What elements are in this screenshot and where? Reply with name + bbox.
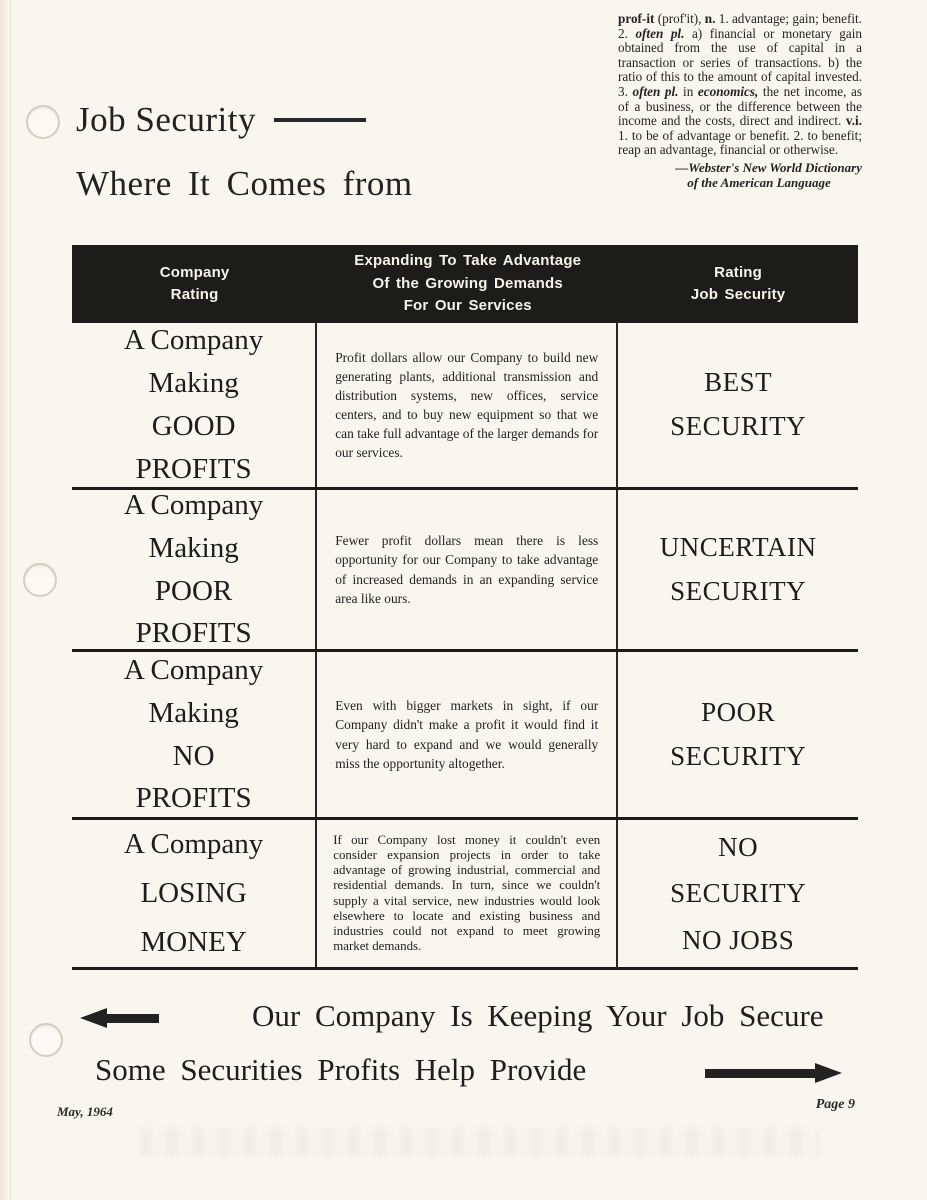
dictionary-attribution <box>618 160 862 190</box>
table-row <box>72 820 858 970</box>
attribution-line: of the American Language <box>687 174 831 190</box>
right-arrow-icon <box>705 1063 842 1083</box>
header-company-rating: Company Rating <box>159 263 230 303</box>
page-edge-shading <box>0 0 11 1200</box>
description-cell: Even with bigger markets in sight, if our Company didn't make a profit it would find it very hard to expand and we would generally miss the opportunity altogether. <box>317 652 618 817</box>
header-expanding: Expanding To Take Advantage Of the Growing Demands For Our Services <box>354 252 582 315</box>
title-line-2: Where It Comes from <box>76 164 413 203</box>
company-rating-cell: A Company Making GOOD PROFITS <box>72 323 317 487</box>
dictionary-text: prof-it (prof'it), n. 1. advantage; gain; benefit. 2. often pl. a) financial or monetary gain obtained from the use of capital in a transaction or series of transactions. b) the ratio of this to the amount of capital invested. 3. often pl. in economics, the net income, as of a business, or the difference between the income and the costs, direct and indirect. v.i. 1. to be of advantage or benefit. 2. to benefit; reap an advantage, financial or otherwise. <box>618 11 862 158</box>
description-cell: If our Company lost money it couldn't even consider expansion projects in order to take advantage of growing industrial, commercial and residential demands. In turn, since we couldn't supply a vital service, new industries would look elsewhere to locate and existing business and industries could not expand to meet growing market demands. <box>317 820 618 967</box>
punch-hole-icon <box>29 1023 63 1057</box>
security-rating-cell: BEST SECURITY <box>670 367 807 441</box>
slogan-line-2: Some Securities Profits Help Provide <box>95 1052 587 1087</box>
slogan-line-1: Our Company Is Keeping Your Job Secure <box>252 998 824 1033</box>
page-title <box>76 100 413 204</box>
security-rating-cell: NO SECURITY NO JOBS <box>670 831 807 955</box>
attribution-line: —Webster's New World Dictionary <box>675 159 862 175</box>
punch-hole-icon <box>26 105 60 139</box>
left-arrow-icon <box>80 1008 159 1028</box>
dictionary-term: prof-it <box>618 11 655 26</box>
description-cell: Profit dollars allow our Company to build new generating plants, additional transmission and distribution systems, new offices, service centers, and to buy new equipment so that we can take full advantage of the larger demands for our services. <box>317 323 618 487</box>
punch-hole-icon <box>23 563 57 597</box>
security-rating-cell: UNCERTAIN SECURITY <box>659 531 817 606</box>
company-rating-cell: A Company Making NO PROFITS <box>72 652 317 817</box>
header-rating-job-security: Rating Job Security <box>690 263 786 303</box>
footer-page-number: Page 9 <box>815 1097 855 1112</box>
title-line-1: Job Security <box>76 100 413 140</box>
company-rating-cell: A Company Making POOR PROFITS <box>72 490 317 649</box>
description-cell: Fewer profit dollars mean there is less opportunity for our Company to take advantage of increased demands in an expanding service area like ours. <box>317 490 618 649</box>
security-rating-cell: POOR SECURITY <box>670 696 807 771</box>
table-row <box>72 652 858 820</box>
footer-date: May, 1964 <box>57 1104 113 1119</box>
page-bleed-through <box>140 1128 820 1156</box>
table-header-bar <box>72 245 858 323</box>
table-row <box>72 490 858 652</box>
dictionary-definition <box>618 12 862 190</box>
job-security-table <box>72 245 858 970</box>
company-rating-cell: A Company LOSING MONEY <box>72 820 317 967</box>
title-dash <box>274 118 366 122</box>
table-row <box>72 323 858 490</box>
